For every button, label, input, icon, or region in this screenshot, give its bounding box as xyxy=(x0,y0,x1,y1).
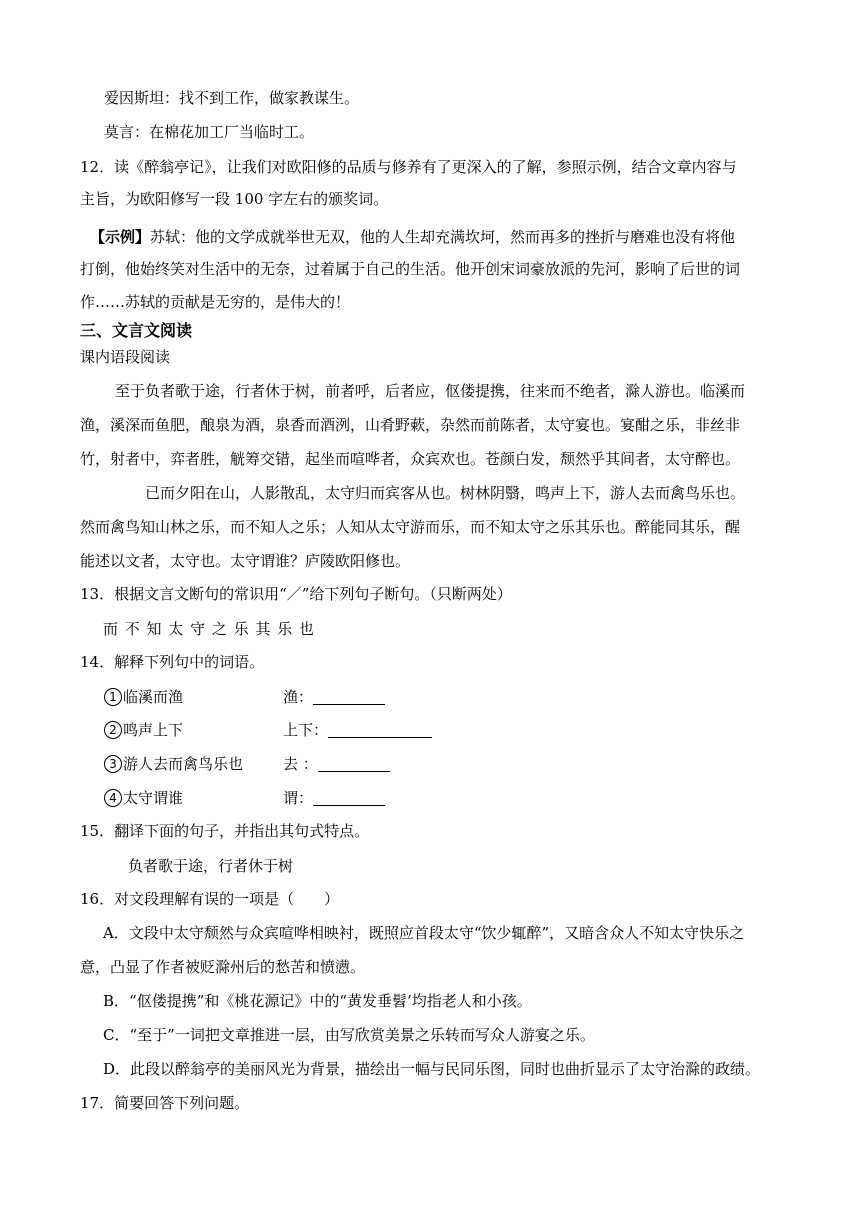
einstein-line: 爱因斯坦：找不到工作，做家教谋生。 xyxy=(104,89,360,107)
q12-example-line1 xyxy=(90,226,735,248)
q16-option-b: B．“伛偻提携”和《桃花源记》中的“黄发垂髫’均指老人和小孩。 xyxy=(103,992,532,1010)
passage-p2-line2: 然而禽鸟知山林之乐，而不知人之乐；人知从太守游而乐，而不知太守之乐其乐也。醉能同其乐，醒 xyxy=(80,518,741,536)
q16-prompt: 16．对文段理解有误的一项是（ ） xyxy=(80,890,340,908)
q16-option-a-line1: A．文段中太守颓然与众宾喧哗相映衬，既照应首段太守“饮少辄醉”，又暗含众人不知太守快乐之 xyxy=(103,924,745,942)
q14-item-3-phrase: 游人去而禽鸟乐也 xyxy=(123,755,244,773)
q14-item-2 xyxy=(104,719,183,741)
q14-item-4 xyxy=(104,787,183,809)
circled-number-3: 3 xyxy=(104,755,122,773)
q13-sentence: 而 不 知 太 守 之 乐 其 乐 也 xyxy=(103,620,315,638)
q14-item-4-word: 谓： xyxy=(283,789,314,807)
q14-item-1-phrase: 临溪而渔 xyxy=(123,688,184,706)
q17-prompt: 17．简要回答下列问题。 xyxy=(80,1094,250,1112)
q16-option-c: C．“至于”一词把文章推进一层，由写欣赏美景之乐转而写众人游宴之乐。 xyxy=(103,1026,595,1044)
circled-number-4: 4 xyxy=(104,789,122,807)
answer-blank-2[interactable] xyxy=(328,721,432,738)
q14-item-1-word: 渔： xyxy=(283,688,314,706)
answer-blank-4[interactable] xyxy=(313,789,385,806)
q14-item-2-answer xyxy=(283,719,432,741)
q14-prompt: 14．解释下列句中的词语。 xyxy=(80,653,265,671)
q13-prompt: 13．根据文言文断句的常识用“／”给下列句子断句。（只断两处） xyxy=(80,585,512,603)
answer-blank-1[interactable] xyxy=(313,688,385,705)
circled-number-1: 1 xyxy=(104,688,122,706)
passage-p1-line3: 竹，射者中，弈者胜，觥筹交错，起坐而喧哗者，众宾欢也。苍颜白发，颓然乎其间者，太守醉也。 xyxy=(80,450,741,468)
q14-item-3 xyxy=(104,753,243,775)
q16-option-d: D．此段以醉翁亭的美丽风光为背景，描绘出一幅与民同乐图，同时也曲折显示了太守治滁的政绩。 xyxy=(103,1060,761,1078)
q16-option-a-line2: 意，凸显了作者被贬滁州后的愁苦和愤懑。 xyxy=(80,958,366,976)
q15-sentence: 负者歌于途，行者休于树 xyxy=(128,857,294,875)
circled-number-2: 2 xyxy=(104,721,122,739)
passage-p1-line2: 渔，溪深而鱼肥，酿泉为酒，泉香而酒洌，山肴野蔌，杂然而前陈者，太守宴也。宴酣之乐，非丝非 xyxy=(80,416,741,434)
q14-item-2-word: 上下： xyxy=(283,721,329,739)
q15-prompt: 15．翻译下面的句子，并指出其句式特点。 xyxy=(80,822,370,840)
passage-p1-line1: 至于负者歌于途，行者休于树，前者呼，后者应，伛偻提携，往来而不绝者，滁人游也。临溪而 xyxy=(115,382,746,400)
q14-item-3-answer xyxy=(283,753,390,775)
passage-p2-line1: 已而夕阳在山，人影散乱，太守归而宾客从也。树林阴翳，鸣声上下，游人去而禽鸟乐也。 xyxy=(145,484,746,502)
section-subheading: 课内语段阅读 xyxy=(80,348,171,366)
q14-item-1 xyxy=(104,686,183,708)
section-heading: 三、文言文阅读 xyxy=(80,321,193,340)
q12-prompt-line1: 12．读《醉翁亭记》，让我们对欧阳修的品质与修养有了更深入的了解，参照示例，结合文章内容与 xyxy=(80,158,737,176)
q14-item-3-word: 去 ： xyxy=(283,755,318,773)
answer-blank-3[interactable] xyxy=(318,755,390,772)
passage-p2-line3: 能述以文者，太守也。太守谓谁？庐陵欧阳修也。 xyxy=(80,552,411,570)
q14-item-4-answer xyxy=(283,787,385,809)
moyan-line: 莫言：在棉花加工厂当临时工。 xyxy=(104,123,315,141)
q14-item-4-phrase: 太守谓谁 xyxy=(123,789,184,807)
q12-example-line3: 作……苏轼的贡献是无穷的，是伟大的！ xyxy=(80,293,351,311)
q12-example-line2: 打倒，他始终笑对生活中的无奈，过着属于自己的生活。他开创宋词豪放派的先河，影响了后世的词 xyxy=(80,260,741,278)
q14-item-1-answer xyxy=(283,686,385,708)
example-bracket-label: 【示例】 xyxy=(90,228,151,246)
q12-prompt-line2: 主旨，为欧阳修写一段 100 字左右的颁奖词。 xyxy=(80,190,389,208)
q14-item-2-phrase: 鸣声上下 xyxy=(123,721,184,739)
example-text-1: 苏轼：他的文学成就举世无双，他的人生却充满坎坷，然而再多的挫折与磨难也没有将他 xyxy=(150,228,736,246)
